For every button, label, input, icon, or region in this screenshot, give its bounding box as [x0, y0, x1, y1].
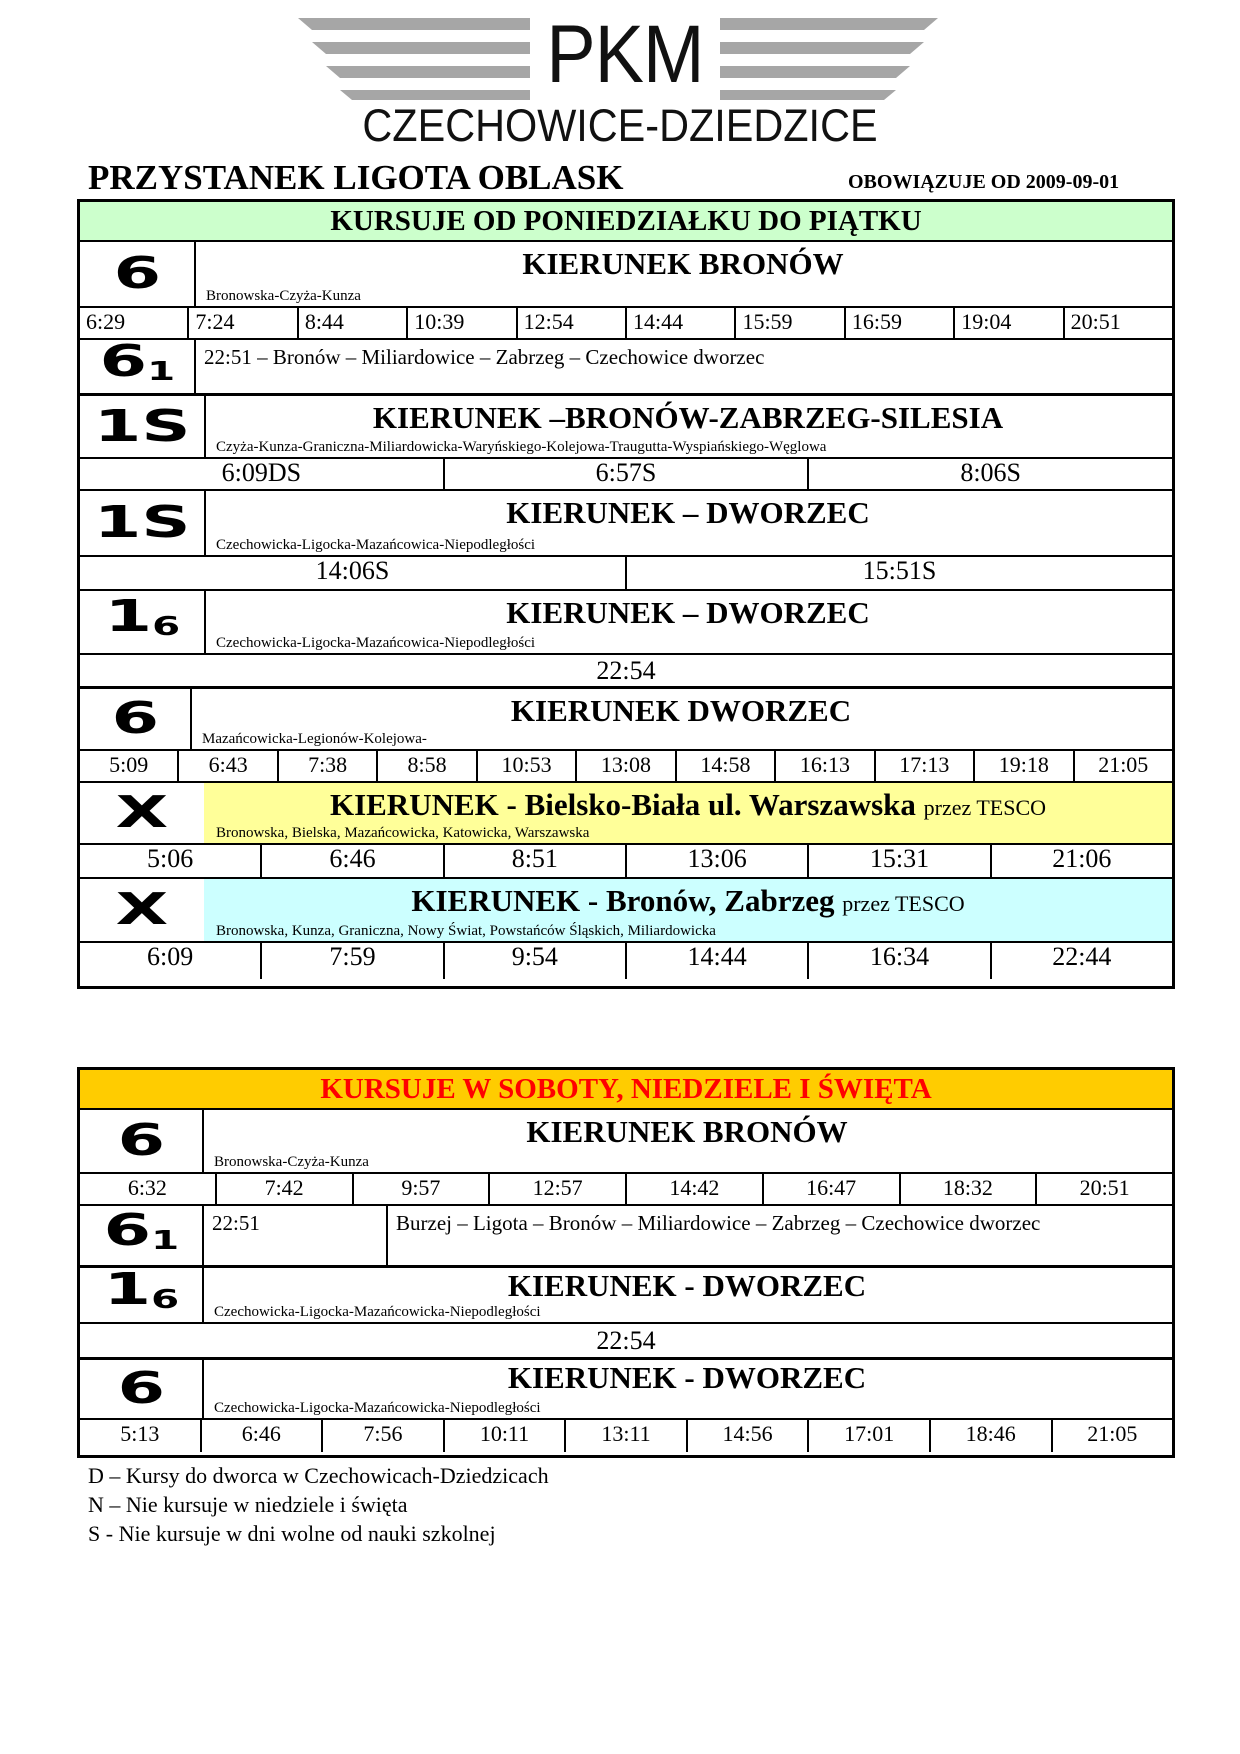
line-number: X: [80, 783, 206, 843]
departure-time: 7:38: [279, 751, 378, 781]
direction-title: KIERUNEK - DWORZEC: [507, 1268, 867, 1303]
departure-time: 14:44: [627, 943, 809, 979]
departure-time: 21:06: [1052, 844, 1112, 873]
logo-city-text: CZECHOWICE-DZIEDZICE: [362, 100, 878, 151]
departure-time: 19:18: [975, 751, 1074, 781]
route-block: [80, 1110, 1172, 1174]
legend-item: [88, 1491, 408, 1519]
departure-times: [80, 1324, 1172, 1360]
route-note-time: 22:51: [212, 1211, 260, 1235]
line-number: $6_1$: [80, 1206, 204, 1265]
route-via: Czechowicka-Ligocka-Mazańcowica-Niepodległości: [216, 635, 536, 651]
departure-times: [80, 943, 1172, 979]
departure-time: 6:46: [262, 845, 444, 877]
departure-time: 13:11: [566, 1420, 688, 1452]
line-number: 6: [80, 689, 192, 749]
route-via: Bronowska, Kunza, Graniczna, Nowy Świat, Powstańców Śląskich, Miliardowicka: [216, 923, 716, 939]
logo-brand-text: PKM: [546, 9, 704, 100]
route-block: [80, 242, 1172, 308]
departure-time: 12:57: [490, 1174, 627, 1204]
departure-time: 8:44: [299, 308, 408, 338]
departure-time: 6:43: [179, 751, 278, 781]
departure-time: 5:09: [80, 751, 179, 781]
departure-time: 22:54: [596, 656, 656, 685]
departure-times: [80, 751, 1172, 783]
departure-time: 17:13: [876, 751, 975, 781]
legend-key: N: [88, 1492, 104, 1517]
direction-title: KIERUNEK - Bronów, Zabrzeg: [411, 883, 835, 918]
departure-time: 9:54: [445, 943, 627, 979]
departure-time: 8:51: [445, 845, 627, 877]
route-via: Bronowska-Czyża-Kunza: [214, 1154, 369, 1170]
departure-time: 21:05: [1098, 752, 1149, 777]
departure-time: 10:39: [408, 308, 517, 338]
legend-text: – Nie kursuje w niedziele i święta: [109, 1492, 408, 1517]
route-block: [80, 396, 1172, 459]
route-via: Czyża-Kunza-Graniczna-Miliardowicka-Waryńskiego-Kolejowa-Traugutta-Wyspiańskiego-Węglowa: [216, 439, 827, 455]
direction-title: KIERUNEK – DWORZEC: [506, 595, 870, 630]
direction-note: przez TESCO: [923, 795, 1047, 820]
departure-time: 8:06S: [960, 458, 1022, 487]
departure-time: 5:13: [80, 1420, 202, 1452]
departure-times: [80, 845, 1172, 879]
departure-time: 20:51: [1079, 1175, 1130, 1200]
departure-times: [80, 655, 1172, 689]
departure-time: 12:54: [518, 308, 627, 338]
departure-time: 9:57: [354, 1174, 491, 1204]
departure-time: 5:06: [80, 845, 262, 877]
direction-title: KIERUNEK - Bielsko-Biała ul. Warszawska: [329, 787, 916, 822]
departure-times: [80, 308, 1172, 340]
route-via: Bronowska-Czyża-Kunza: [206, 288, 361, 304]
departure-time: 7:56: [323, 1420, 445, 1452]
direction-title: KIERUNEK BRONÓW: [526, 1114, 848, 1149]
legend-item: [88, 1520, 496, 1548]
legend-key: D: [88, 1463, 104, 1488]
departure-time: 16:34: [809, 943, 991, 979]
departure-time: 15:31: [809, 845, 991, 877]
departure-time: 15:59: [736, 308, 845, 338]
weekday-timetable: [77, 199, 1175, 989]
departure-time: 16:59: [846, 308, 955, 338]
departure-time: 17:01: [809, 1420, 931, 1452]
departure-time: 10:11: [445, 1420, 567, 1452]
departure-time: 19:04: [955, 308, 1064, 338]
line-number: X: [80, 879, 206, 941]
line-number: 1S: [80, 491, 206, 555]
direction-note: przez TESCO: [842, 891, 965, 916]
route-via: Mazańcowicka-Legionów-Kolejowa-: [202, 731, 427, 747]
line-number: 6: [80, 242, 196, 306]
departure-times: [80, 1174, 1172, 1206]
departure-time: 13:08: [577, 751, 676, 781]
line-number: $1_6$: [80, 1268, 204, 1322]
departure-time: 14:56: [688, 1420, 810, 1452]
line-number: 6: [80, 1110, 204, 1172]
departure-time: 6:09DS: [80, 459, 445, 489]
route-block: [80, 1206, 1172, 1268]
route-block: [80, 591, 1172, 655]
legend-key: S: [88, 1521, 101, 1546]
legend-text: - Nie kursuje w dni wolne od nauki szkolnej: [105, 1521, 496, 1546]
route-block: [80, 335, 1172, 396]
departure-time: 16:47: [764, 1174, 901, 1204]
route-via: Czechowicka-Ligocka-Mazańcowicka-Niepodległości: [214, 1304, 541, 1320]
line-number: 6: [80, 1360, 204, 1418]
route-block: [80, 689, 1172, 751]
route-note: 22:51 – Bronów – Miliardowice – Zabrzeg – Czechowice dworzec: [204, 345, 765, 369]
departure-time: 18:32: [901, 1174, 1038, 1204]
departure-time: 6:09: [80, 943, 262, 979]
departure-time: 10:53: [478, 751, 577, 781]
departure-time: 18:46: [931, 1420, 1053, 1452]
weekend-header: KURSUJE W SOBOTY, NIEDZIELE I ŚWIĘTA: [80, 1070, 1172, 1110]
departure-time: 14:58: [677, 751, 776, 781]
departure-times: [80, 1420, 1172, 1452]
line-number: 1S: [80, 396, 206, 457]
route-via: Czechowicka-Ligocka-Mazańcowica-Niepodległości: [216, 537, 536, 553]
weekday-header: KURSUJE OD PONIEDZIAŁKU DO PIĄTKU: [80, 202, 1172, 242]
weekend-timetable: [77, 1067, 1175, 1458]
direction-title: KIERUNEK – DWORZEC: [506, 495, 870, 530]
route-block: [80, 783, 1172, 845]
departure-time: 21:05: [1087, 1421, 1138, 1446]
route-note: Burzej – Ligota – Bronów – Miliardowice – Zabrzeg – Czechowice dworzec: [396, 1211, 1041, 1235]
legend-text: – Kursy do dworca w Czechowicach-Dziedzicach: [109, 1463, 549, 1488]
departure-time: 7:59: [262, 943, 444, 979]
valid-from: OBOWIĄZUJE OD 2009-09-01: [848, 171, 1120, 193]
departure-time: 14:44: [627, 308, 736, 338]
route-block: [80, 879, 1172, 943]
direction-title: KIERUNEK - DWORZEC: [507, 1360, 867, 1395]
stop-name: PRZYSTANEK LIGOTA OBLASK: [88, 158, 624, 197]
departure-time: 8:58: [378, 751, 477, 781]
departure-time: 6:32: [80, 1174, 217, 1204]
departure-times: [80, 459, 1172, 491]
pkm-logo: [0, 0, 1240, 160]
departure-time: 16:13: [776, 751, 875, 781]
direction-title: KIERUNEK BRONÓW: [522, 246, 844, 281]
departure-time: 7:42: [217, 1174, 354, 1204]
line-number: $1_6$: [80, 591, 206, 653]
route-block: [80, 491, 1172, 557]
departure-time: 15:51S: [862, 556, 937, 585]
departure-time: 22:44: [1052, 942, 1112, 971]
departure-time: 20:51: [1070, 309, 1121, 334]
route-block: [80, 1360, 1172, 1420]
departure-time: 14:42: [627, 1174, 764, 1204]
direction-title: KIERUNEK DWORZEC: [510, 693, 852, 728]
route-via: Bronowska, Bielska, Mazańcowicka, Katowicka, Warszawska: [216, 825, 590, 841]
route-via: Czechowicka-Ligocka-Mazańcowicka-Niepodległości: [214, 1400, 541, 1416]
departure-times: [80, 557, 1172, 591]
line-number: $6_1$: [80, 340, 196, 393]
departure-time: 6:29: [80, 308, 189, 338]
departure-time: 22:54: [596, 1326, 656, 1355]
departure-time: 7:24: [189, 308, 298, 338]
direction-title: KIERUNEK –BRONÓW-ZABRZEG-SILESIA: [372, 400, 1004, 435]
departure-time: 13:06: [627, 845, 809, 877]
route-block: [80, 1264, 1172, 1324]
departure-time: 14:06S: [80, 557, 627, 589]
departure-time: 6:57S: [445, 459, 810, 489]
departure-time: 6:46: [202, 1420, 324, 1452]
legend-item: [88, 1462, 549, 1490]
